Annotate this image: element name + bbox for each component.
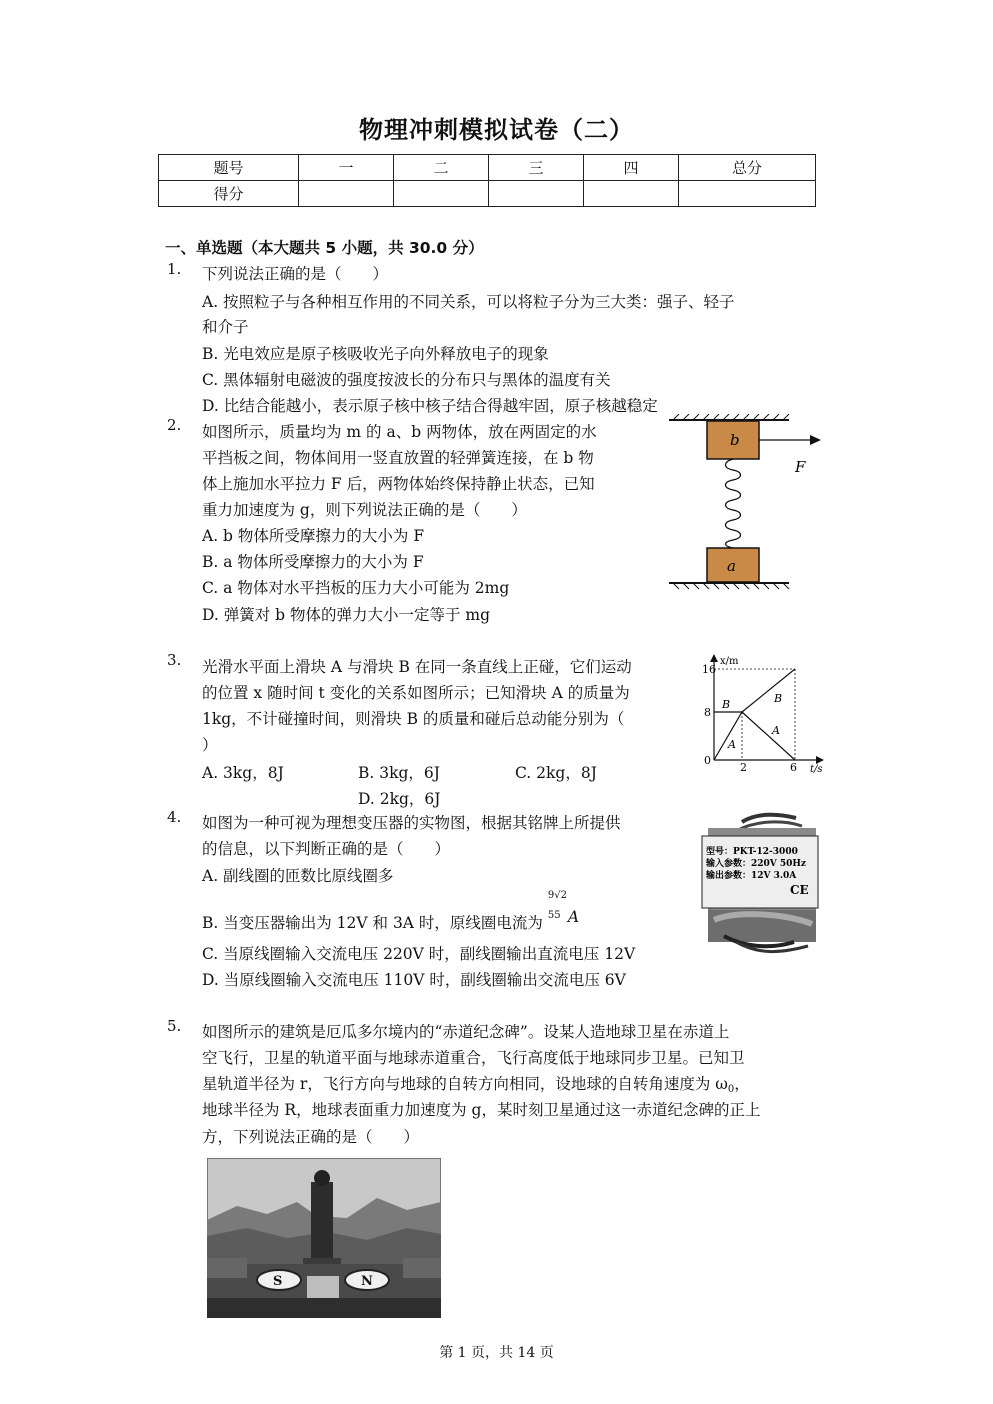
question-stem: 地球半径为 R，地球表面重力加速度为 g，某时刻卫星通过这一赤道纪念碑的正上 — [202, 1101, 761, 1119]
question-number: 4. — [167, 808, 182, 826]
section-heading: 一、单选题（本大题共 5 小题，共 30.0 分） — [165, 239, 484, 257]
option-a: A. 按照粒子与各种相互作用的不同关系，可以将粒子分为三大类：强子、轻子 — [202, 293, 735, 311]
option-d: D. 当原线圈输入交流电压 110V 时，副线圈输出交流电压 6V — [202, 971, 626, 989]
question-number: 1. — [167, 260, 182, 278]
page-title: 物理冲刺模拟试卷（二） — [359, 116, 634, 144]
question-stem: 体上施加水平拉力 F 后，两物体始终保持静止状态，已知 — [202, 475, 595, 493]
x-tick-6: 6 — [790, 761, 797, 774]
omega-subscript: 0 — [727, 1084, 735, 1095]
option-a-cont: 和介子 — [202, 318, 249, 336]
y-tick-8: 8 — [704, 706, 711, 719]
question-stem: 如图所示的建筑是厄瓜多尔境内的“赤道纪念碑”。设某人造地球卫星在赤道上 — [202, 1023, 730, 1041]
option-b-text: B. 当变压器输出为 12V 和 3A 时，原线圈电流为 — [202, 914, 543, 932]
table-cell: 二 — [394, 155, 489, 181]
equator-monument-photo — [207, 1158, 441, 1318]
question-stem: 平挡板之间，物体间用一竖直放置的轻弹簧连接，在 b 物 — [202, 449, 594, 467]
question-stem: 方，下列说法正确的是（ ） — [202, 1128, 420, 1146]
block-b-label: b — [730, 431, 740, 449]
fraction-denominator: 55 — [547, 910, 561, 921]
ce-mark: CE — [790, 883, 809, 897]
n-emblem-letter: N — [361, 1274, 373, 1289]
score-input-cell[interactable] — [584, 181, 679, 207]
block-a-label: a — [727, 557, 736, 575]
question-stem: ） — [202, 736, 218, 754]
spring — [726, 459, 741, 548]
question-stem: 如图为一种可视为理想变压器的实物图，根据其铭牌上所提供 — [202, 814, 621, 832]
table-cell: 题号 — [159, 155, 299, 181]
y-tick-16: 16 — [702, 663, 716, 676]
spring-blocks-figure — [665, 414, 825, 594]
option-a: A. 3kg，8J — [202, 764, 284, 782]
score-table-header-row — [159, 155, 816, 181]
label-b-before: B — [722, 698, 731, 711]
line-a — [714, 712, 795, 760]
question-number: 5. — [167, 1017, 182, 1035]
label-a-after: A — [772, 724, 780, 737]
question-stem: 1kg，不计碰撞时间，则滑块 B 的质量和碰后总动能分别为（ — [202, 710, 625, 728]
table-cell: 一 — [299, 155, 394, 181]
force-label: F — [795, 458, 806, 476]
monument-tower — [311, 1182, 333, 1264]
option-d: D. 弹簧对 b 物体的弹力大小一定等于 mg — [202, 606, 491, 624]
option-b: B. 光电效应是原子核吸收光子向外释放电子的现象 — [202, 345, 549, 363]
table-cell: 得分 — [159, 181, 299, 207]
plate-output: 输出参数：12V 3.0A — [706, 871, 797, 881]
stem-text: ， — [734, 1075, 750, 1093]
option-b: B. a 物体所受摩擦力的大小为 F — [202, 553, 424, 571]
option-d: D. 2kg，6J — [358, 790, 441, 808]
unit: A — [567, 908, 580, 926]
table-cell: 总分 — [679, 155, 816, 181]
plate-input: 输入参数：220V 50Hz — [706, 859, 807, 869]
question-stem: 空飞行，卫星的轨道平面与地球赤道重合，飞行高度低于地球同步卫星。已知卫 — [202, 1049, 745, 1067]
question-stem: 重力加速度为 g，则下列说法正确的是（ ） — [202, 501, 527, 519]
transformer-photo — [698, 810, 823, 955]
fraction-numerator: 9√2 — [547, 890, 567, 901]
s-emblem-letter: S — [273, 1274, 283, 1289]
option-a: A. b 物体所受摩擦力的大小为 F — [202, 527, 425, 545]
option-c: C. 2kg，8J — [515, 764, 597, 782]
page-footer: 第 1 页，共 14 页 — [439, 1345, 554, 1361]
table-cell: 三 — [489, 155, 584, 181]
position-time-graph — [700, 650, 830, 775]
label-b-after: B — [774, 692, 783, 705]
option-c: C. 黑体辐射电磁波的强度按波长的分布只与黑体的温度有关 — [202, 371, 611, 389]
question-stem: 如图所示，质量均为 m 的 a、b 两物体，放在两固定的水 — [202, 423, 597, 441]
score-input-cell[interactable] — [489, 181, 584, 207]
question-stem: 的信息，以下判断正确的是（ ） — [202, 840, 451, 858]
option-a: A. 副线圈的匝数比原线圈多 — [202, 867, 394, 885]
stem-text: 星轨道半径为 r，飞行方向与地球的自转方向相同，设地球的自转角速度为 ω — [202, 1075, 728, 1093]
score-input-cell[interactable] — [679, 181, 816, 207]
option-b: B. 3kg，6J — [358, 764, 440, 782]
table-cell: 四 — [584, 155, 679, 181]
score-input-cell[interactable] — [394, 181, 489, 207]
question-stem: 光滑水平面上滑块 A 与滑块 B 在同一条直线上正碰，它们运动 — [202, 658, 632, 676]
label-a-before: A — [728, 738, 736, 751]
question-stem — [202, 1072, 750, 1095]
question-stem: 的位置 x 随时间 t 变化的关系如图所示；已知滑块 A 的质量为 — [202, 684, 630, 702]
plate-model: 型号：PKT-12-3000 — [706, 847, 798, 857]
score-table — [158, 154, 816, 207]
x-axis-label: t/s — [810, 764, 823, 775]
score-table-score-row — [159, 181, 816, 207]
question-stem: 下列说法正确的是（ ） — [202, 265, 389, 283]
option-b — [202, 890, 580, 933]
y-axis-label: x/m — [720, 656, 739, 667]
option-c: C. a 物体对水平挡板的压力大小可能为 2mg — [202, 579, 510, 597]
question-number: 2. — [167, 416, 182, 434]
question-number: 3. — [167, 651, 182, 669]
y-tick-0: 0 — [704, 754, 711, 767]
x-tick-2: 2 — [740, 761, 747, 774]
score-input-cell[interactable] — [299, 181, 394, 207]
option-c: C. 当原线圈输入交流电压 220V 时，副线圈输出直流电压 12V — [202, 945, 636, 963]
option-d: D. 比结合能越小，表示原子核中核子结合得越牢固，原子核越稳定 — [202, 397, 658, 415]
